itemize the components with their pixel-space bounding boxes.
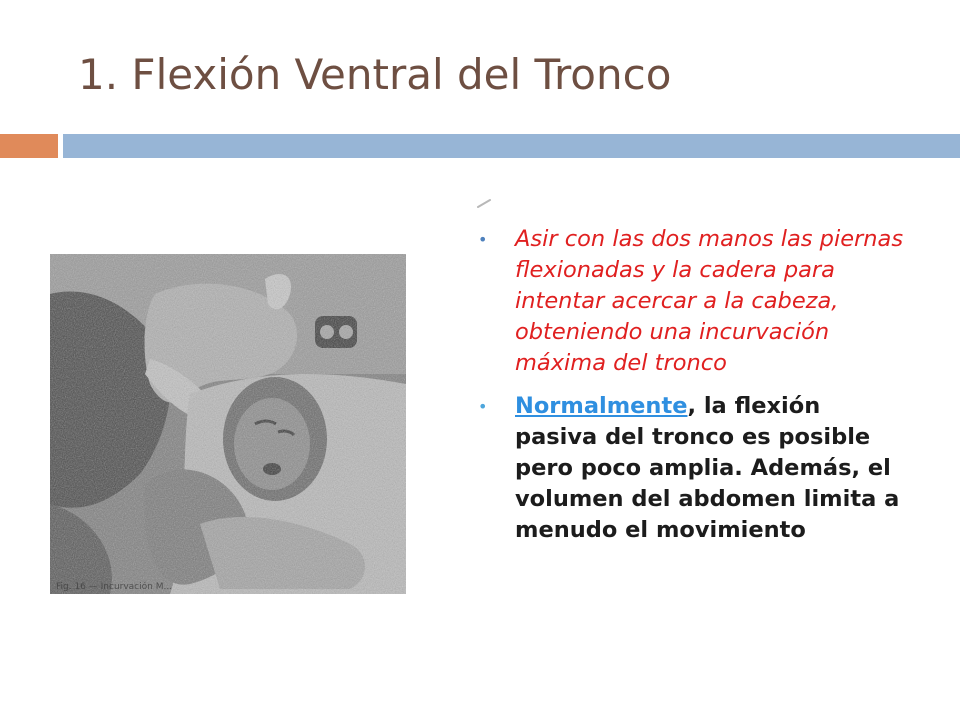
bullet-item-note xyxy=(470,391,910,546)
bullet-text-note: , la flexión pasiva del tronco es posible pero poco amplia. Además, el volumen del abdomen limita a menudo el movimiento xyxy=(515,393,900,543)
normalmente-link[interactable]: Normalmente xyxy=(515,393,688,419)
bullet-text-instruction: Asir con las dos manos las piernas flexionadas y la cadera para intentar acercar a la cabeza, obteniendo una incurvación máxima del tronco xyxy=(515,226,904,376)
stray-mark-icon xyxy=(476,198,492,208)
photo-infant-trunk-flexion-icon xyxy=(50,254,406,594)
infant-photo xyxy=(50,254,406,594)
bullet-item-instruction xyxy=(470,224,910,379)
bullet-marker: • xyxy=(478,397,488,416)
photo-caption: Fig. 16 — Incurvación M... xyxy=(56,582,173,592)
accent-bar-blue xyxy=(63,134,960,158)
slide-title: 1. Flexión Ventral del Tronco xyxy=(78,50,672,99)
accent-bar-orange xyxy=(0,134,58,158)
bullet-marker: • xyxy=(478,230,488,249)
bullet-list xyxy=(470,224,910,546)
